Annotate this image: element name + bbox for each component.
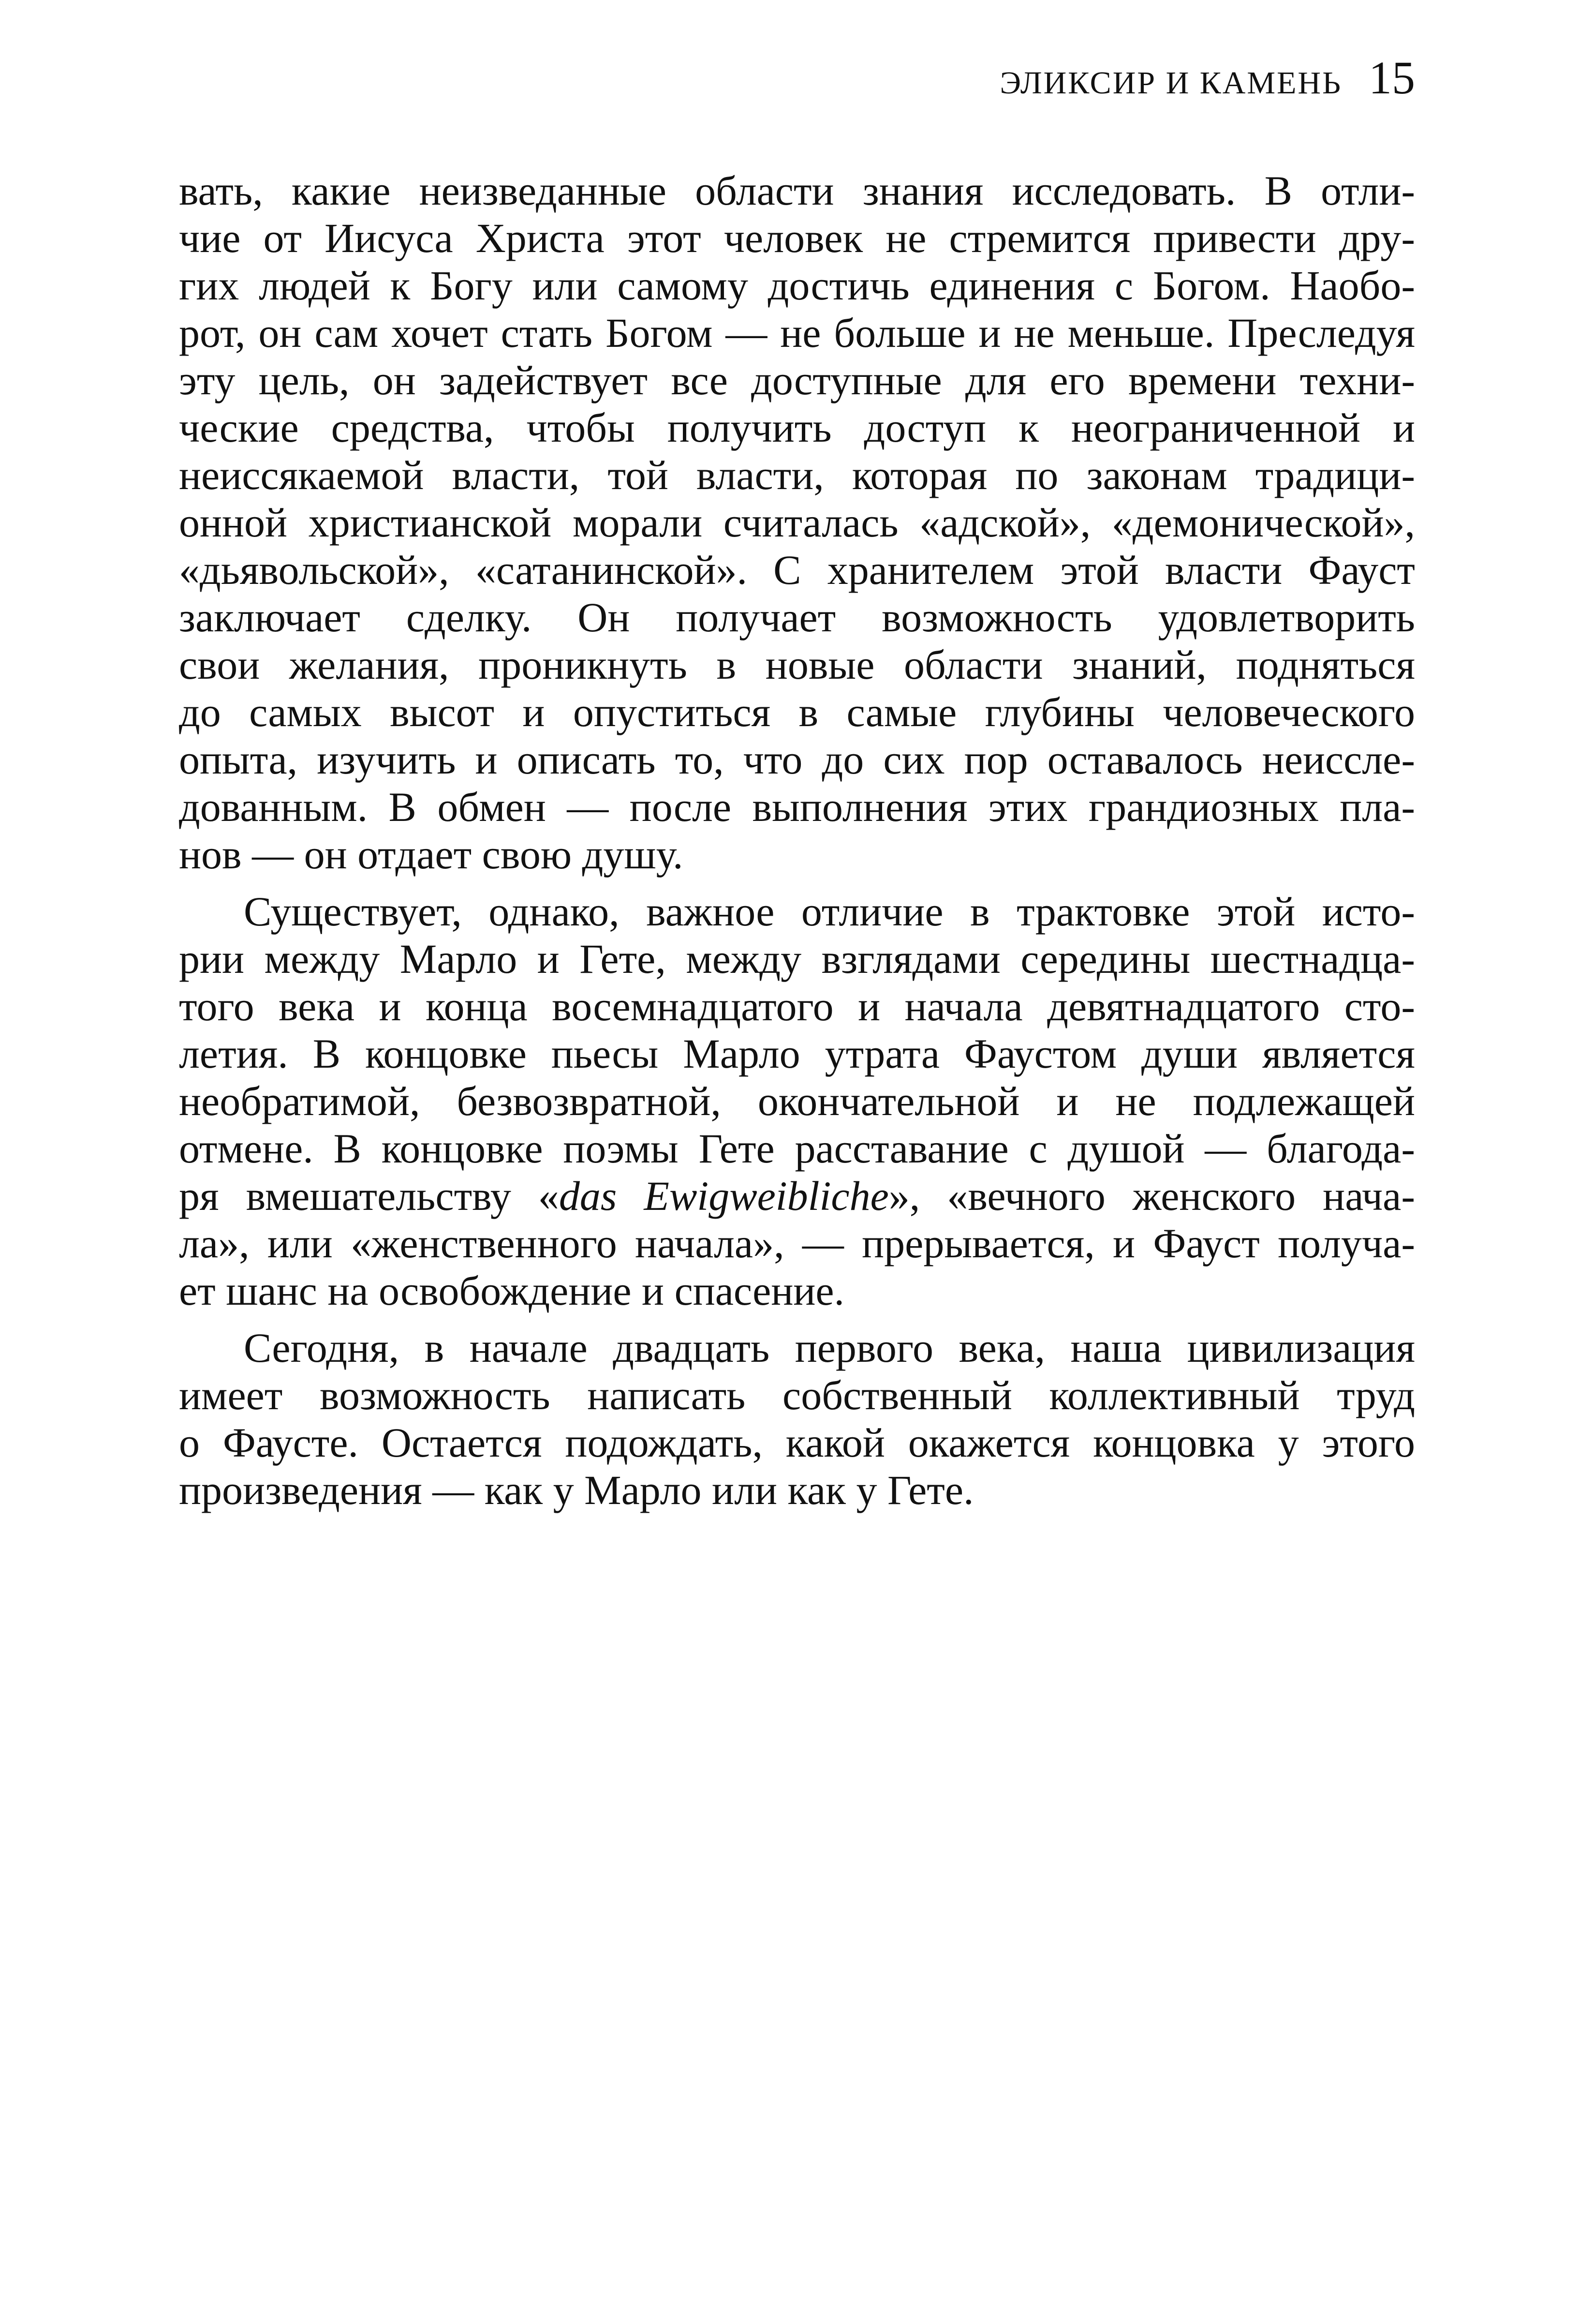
text-line: ла», или «женственного начала», — прерывается, и Фауст получа- bbox=[179, 1220, 1415, 1266]
body-text bbox=[179, 167, 1415, 1523]
text-line: заключает сделку. Он получает возможность удовлетворить bbox=[179, 594, 1415, 641]
text-line: рии между Марло и Гете, между взглядами середины шестнадца- bbox=[179, 936, 1415, 982]
paragraph-2 bbox=[179, 888, 1415, 1314]
text-line: Существует, однако, важное отличие в трактовке этой исто- bbox=[244, 888, 1415, 935]
italic-phrase: das Ewigweibliche bbox=[559, 1173, 889, 1219]
text-line: отмене. В концовке поэмы Гете расставание с душой — благода- bbox=[179, 1125, 1415, 1172]
text-segment: ря вмешательству « bbox=[179, 1173, 559, 1219]
page-number: 15 bbox=[1369, 52, 1415, 104]
text-line: о Фаусте. Остается подождать, какой окажется концовка у этого bbox=[179, 1419, 1415, 1466]
text-line-with-italic bbox=[179, 1172, 1415, 1220]
text-line: гих людей к Богу или самому достичь единения с Богом. Наобо- bbox=[179, 262, 1415, 309]
text-line: ческие средства, чтобы получить доступ к неограниченной и bbox=[179, 404, 1415, 451]
text-line: вать, какие неизведанные области знания исследовать. В отли- bbox=[179, 167, 1415, 214]
running-title: ЭЛИКСИР И КАМЕНЬ bbox=[1000, 65, 1342, 101]
text-line: онной христианской морали считалась «адской», «демонической», bbox=[179, 499, 1415, 546]
text-line: «дьявольской», «сатанинской». С хранителем этой власти Фауст bbox=[179, 547, 1415, 593]
text-segment: », «вечного женского нача- bbox=[888, 1173, 1415, 1219]
text-line: необратимой, безвозвратной, окончательной и не подлежащей bbox=[179, 1078, 1415, 1124]
text-line: нов — он отдает свою душу. bbox=[179, 831, 683, 878]
text-line: летия. В концовке пьесы Марло утрата Фаустом души является bbox=[179, 1030, 1415, 1077]
text-line: до самых высот и опуститься в самые глубины человеческого bbox=[179, 689, 1415, 735]
text-line: чие от Иисуса Христа этот человек не стремится привести дру- bbox=[179, 215, 1415, 261]
text-line: дованным. В обмен — после выполнения этих грандиозных пла- bbox=[179, 784, 1415, 830]
text-line: произведения — как у Марло или как у Гете. bbox=[179, 1467, 974, 1513]
text-line: имеет возможность написать собственный коллективный труд bbox=[179, 1372, 1415, 1418]
text-line: эту цель, он задействует все доступные для его времени техни- bbox=[179, 357, 1415, 403]
paragraph-1 bbox=[179, 167, 1415, 878]
text-line: неиссякаемой власти, той власти, которая по законам традици- bbox=[179, 452, 1415, 498]
text-line: рот, он сам хочет стать Богом — не больше и не меньше. Преследуя bbox=[179, 310, 1415, 356]
paragraph-3 bbox=[179, 1324, 1415, 1514]
text-line: того века и конца восемнадцатого и начала девятнадцатого сто- bbox=[179, 983, 1415, 1029]
text-line: свои желания, проникнуть в новые области знаний, подняться bbox=[179, 641, 1415, 688]
text-line: опыта, изучить и описать то, что до сих пор оставалось неиссле- bbox=[179, 736, 1415, 783]
text-line: Сегодня, в начале двадцать первого века, наша цивилизация bbox=[244, 1325, 1415, 1371]
text-line: ет шанс на освобождение и спасение. bbox=[179, 1267, 845, 1314]
running-header bbox=[1000, 51, 1415, 104]
